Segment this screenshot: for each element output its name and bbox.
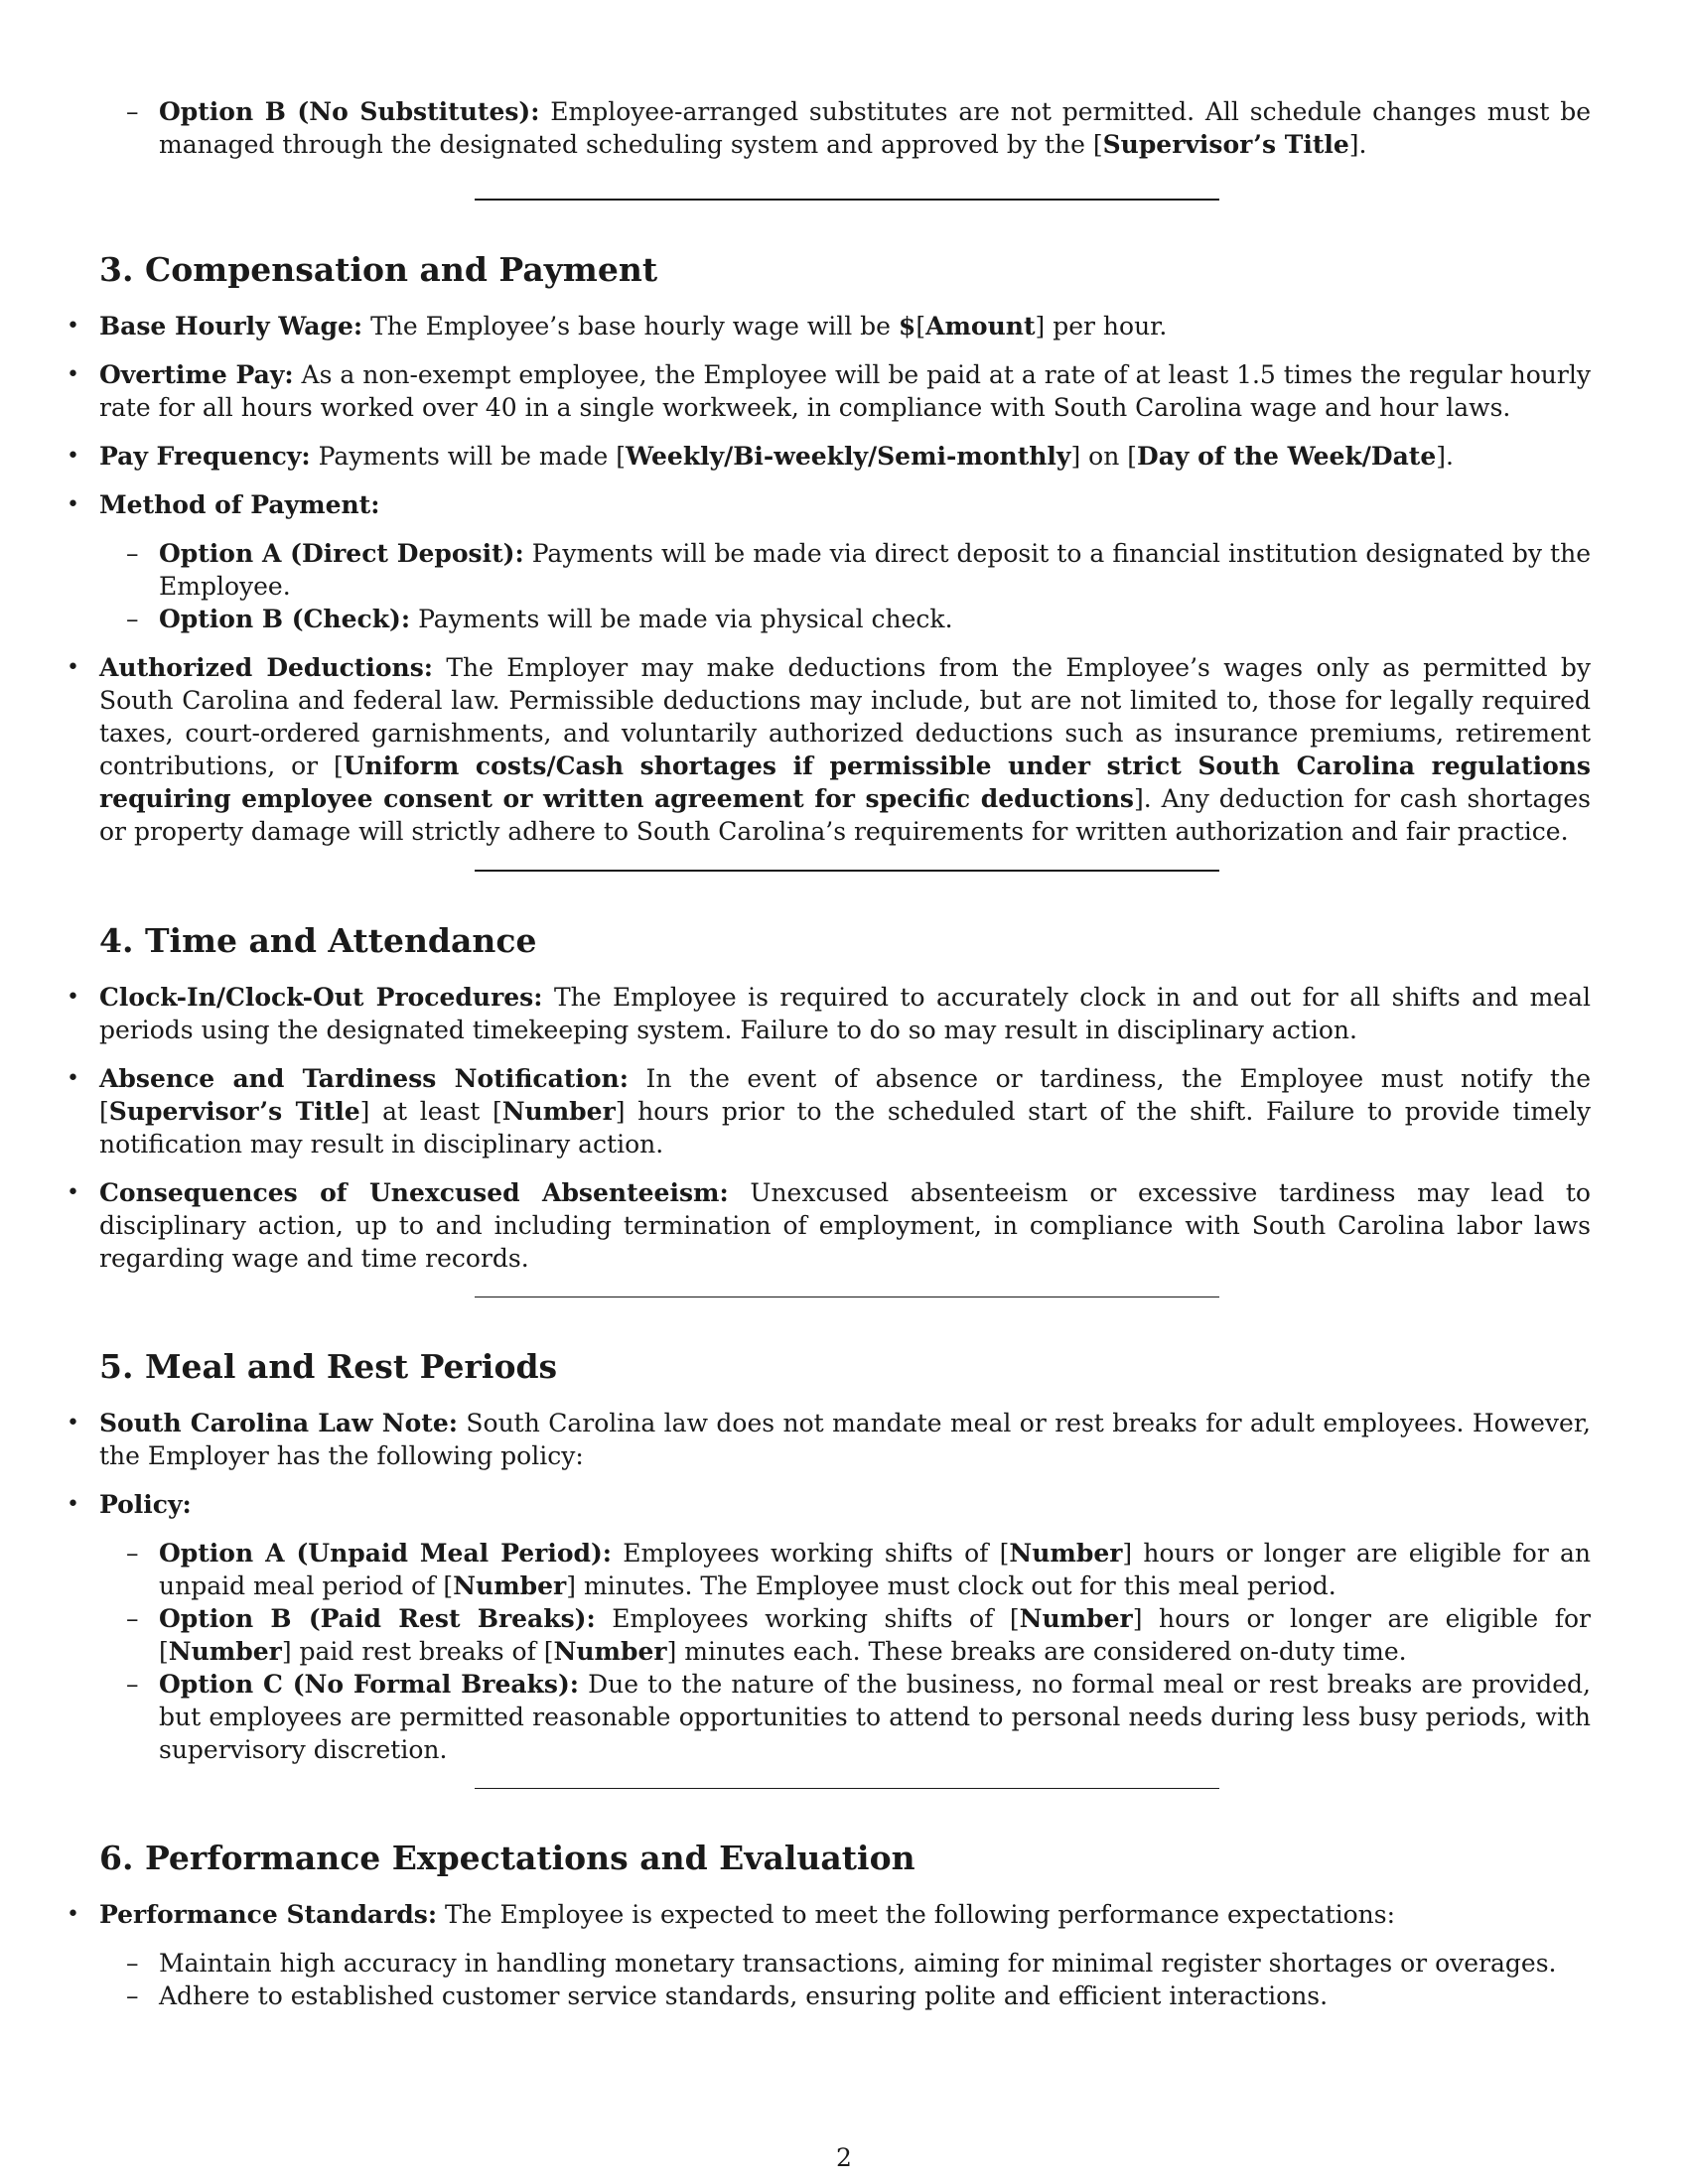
item-text: The Employee’s base hourly wage will be — [370, 312, 891, 341]
option-label: Option B (Check): — [159, 605, 411, 633]
expectation-text: Adhere to established customer service standards, ensuring polite and efficient interactions. — [159, 1981, 1329, 2010]
item-label: Performance Standards: — [99, 1900, 438, 1929]
bullet-clock-procedures — [30, 981, 1591, 1046]
item-text: The Employer may make deductions from the Employee’s wages only as permitted by South Carolina and federal law. Permissible deductions may include, but are not limited to, those for legally required taxes, court-ordered garnishments, and voluntarily authorized deductions such as insurance premiums, retirement contributions, or — [99, 653, 1591, 780]
section-number: 4. — [99, 921, 134, 960]
policy-option-a: – Option A (Unpaid Meal Period): Employees working shifts of [Number] hours or longer are eligible for an unpaid meal period of [Number] minutes. The Employee must clock out for this meal period. — [126, 1539, 1591, 1600]
option-text: minutes each. These breaks are considered on-duty time. — [684, 1637, 1407, 1666]
item-text-end: . Any deduction for cash shortages or property damage will strictly adhere to South Carolina’s requirements for written authorization and fair practice. — [99, 784, 1591, 846]
item-label: Consequences of Unexcused Absenteeism: — [99, 1178, 729, 1207]
method-option-b — [30, 603, 1591, 635]
item-label: Authorized Deductions: — [99, 653, 433, 682]
option-label: Option A (Direct Deposit): — [159, 539, 524, 568]
section-divider — [475, 199, 1219, 201]
item-text-end: per hour. — [1053, 312, 1168, 341]
item-label: Method of Payment: — [99, 490, 380, 519]
item-label: Absence and Tardiness Notification: — [99, 1064, 629, 1093]
item-text: The Employee is required to accurately clock in and out for all shifts and meal periods using the designated timekeeping system. Failure to do so may result in disciplinary action. — [99, 983, 1591, 1044]
item-label: South Carolina Law Note: — [99, 1409, 458, 1437]
placeholder: Number — [553, 1637, 667, 1666]
section-divider — [475, 870, 1219, 872]
placeholder: Weekly/Bi-weekly/Semi-monthly — [625, 442, 1071, 471]
bullet-marker: • — [67, 314, 79, 339]
option-text: paid rest breaks of — [299, 1637, 536, 1666]
bullet-unexcused-absenteeism — [30, 1176, 1591, 1275]
option-label: Option B (No Substitutes): — [159, 97, 540, 126]
section-heading-4 — [99, 921, 1591, 961]
item-text: In the event of absence or tardiness, the Employee must notify the — [645, 1064, 1591, 1093]
section-title: Meal and Rest Periods — [145, 1347, 558, 1386]
bullet-policy — [30, 1488, 1591, 1521]
method-option-a — [30, 537, 1591, 603]
option-text: Employees working shifts of — [612, 1604, 994, 1633]
option-text: Payments will be made via direct deposit to a financial institution designated by the Employee. — [159, 539, 1591, 601]
section-heading-5 — [99, 1347, 1591, 1387]
item-text: on — [1088, 442, 1120, 471]
item-text: Payments will be made — [318, 442, 609, 471]
page-number: 2 — [836, 2143, 852, 2172]
bullet-marker: • — [67, 1066, 79, 1091]
bullet-overtime — [30, 358, 1591, 424]
option-text: hours or longer are eligible for — [1158, 1604, 1591, 1633]
option-text: minutes. The Employee must clock out for this meal period. — [583, 1571, 1336, 1600]
item-label: Policy: — [99, 1490, 192, 1519]
dash-marker: – — [126, 1981, 139, 2010]
bullet-marker: • — [67, 444, 79, 469]
option-text: Payments will be made via physical check. — [418, 605, 953, 633]
method-options — [99, 537, 1591, 635]
item-label: Overtime Pay: — [99, 360, 294, 389]
placeholder: Number — [168, 1637, 282, 1666]
option-label: Option C (No Formal Breaks): — [159, 1670, 579, 1699]
dash-marker: – — [126, 539, 139, 568]
option-text: Employees working shifts of — [623, 1539, 989, 1568]
section-number: 3. — [99, 250, 134, 289]
option-label: Option A (Unpaid Meal Period): — [159, 1539, 613, 1568]
item-label: Pay Frequency: — [99, 442, 311, 471]
dash-marker: – — [126, 1604, 139, 1633]
section-heading-6 — [99, 1839, 1591, 1878]
section-number: 6. — [99, 1839, 134, 1877]
item-label: Base Hourly Wage: — [99, 312, 363, 341]
bullet-marker: • — [67, 492, 79, 517]
bullet-marker: • — [67, 655, 79, 680]
bullet-marker: • — [67, 985, 79, 1010]
placeholder: Day of the Week/Date — [1137, 442, 1437, 471]
dash-marker: – — [126, 1539, 139, 1568]
expectation-item — [30, 1979, 1591, 2012]
dash-marker: – — [126, 97, 139, 126]
section-number: 5. — [99, 1347, 134, 1386]
option-text: hours or longer are eligible for an unpaid meal period of — [159, 1539, 1591, 1600]
bullet-marker: • — [67, 362, 79, 387]
dash-marker: – — [126, 605, 139, 633]
item-label: Clock-In/Clock-Out Procedures: — [99, 983, 543, 1012]
item-text: Unexcused absenteeism or excessive tardiness may lead to disciplinary action, up to and including termination of employment, in compliance with South Carolina labor laws regarding wage and time records. — [99, 1178, 1591, 1273]
bullet-marker: • — [67, 1902, 79, 1927]
section-divider — [475, 1788, 1219, 1789]
expectation-text: Maintain high accuracy in handling monetary transactions, aiming for minimal register shortages or overages. — [159, 1949, 1557, 1978]
policy-option-b: – Option B (Paid Rest Breaks): Employees working shifts of [Number] hours or longer are eligible for [Number] paid rest breaks of [Number] minutes each. These breaks are considered on-duty time. — [126, 1604, 1591, 1666]
placeholder: Amount — [925, 312, 1036, 341]
dash-marker: – — [126, 1670, 139, 1699]
section-title: Time and Attendance — [145, 921, 537, 960]
option-text: Due to the nature of the business, no formal meal or rest breaks are provided, but employees are permitted reasonable opportunities to attend to personal needs during less busy periods, with supervisory discretion. — [159, 1670, 1591, 1764]
bullet-authorized-deductions: • Authorized Deductions: The Employer may make deductions from the Employee’s wages only as permitted by South Carolina and federal law. Permissible deductions may include, but are not limited to, those for legally required taxes, court-ordered garnishments, and voluntarily authorized deductions such as insurance premiums, retirement contributions, or [Uniform costs/Cash shortages if permissible under strict South Carolina regulations requiring employee consent or written agreement for specific deductions]. Any deduction for cash shortages or property damage will strictly adhere to South Carolina’s requirements for written authorization and fair practice. — [67, 653, 1592, 846]
dash-marker: – — [126, 1949, 139, 1978]
bullet-performance-standards — [30, 1898, 1591, 1931]
bullet-marker: • — [67, 1411, 79, 1435]
item-text: The Employee is expected to meet the following performance expectations: — [445, 1900, 1396, 1929]
bullet-method-of-payment — [30, 488, 1591, 521]
placeholder: Number — [1009, 1539, 1123, 1568]
item-text: hours prior to the scheduled start of the shift. Failure to provide timely notification may result in disciplinary action. — [99, 1097, 1592, 1159]
section-title: Compensation and Payment — [145, 250, 658, 289]
placeholder: Uniform costs/Cash shortages if permissible under strict South Carolina regulations requiring employee consent or written agreement for specific deductions — [99, 751, 1592, 813]
section-heading-3 — [99, 250, 1591, 290]
item-text: at least — [382, 1097, 481, 1126]
bullet-pay-frequency: • Pay Frequency: Payments will be made [Weekly/Bi-weekly/Semi-monthly] on [Day of the Week/Date]. — [67, 442, 1454, 471]
option-label: Option B (Paid Rest Breaks): — [159, 1604, 596, 1633]
policy-options — [99, 1537, 1591, 1766]
bullet-marker: • — [67, 1492, 79, 1517]
policy-option-c — [30, 1668, 1591, 1766]
option-text: Employee-arranged substitutes are not permitted. All schedule changes must be managed through the designated scheduling system and approved by the — [159, 97, 1592, 159]
placeholder: Number — [1019, 1604, 1133, 1633]
item-text: South Carolina law does not mandate meal or rest breaks for adult employees. However, the Employer has the following policy: — [99, 1409, 1591, 1470]
bullet-absence-notification: • Absence and Tardiness Notification: In the event of absence or tardiness, the Employee must notify the [Supervisor’s Title] at least [Number] hours prior to the scheduled start of the shift. Failure to provide timely notification may result in disciplinary action. — [67, 1064, 1592, 1159]
placeholder: Supervisor’s Title — [1102, 130, 1349, 159]
bullet-marker: • — [67, 1180, 79, 1205]
section-title: Performance Expectations and Evaluation — [145, 1839, 915, 1877]
expectation-item — [30, 1947, 1591, 1979]
page-content — [67, 95, 1592, 2028]
item-text: As a non-exempt employee, the Employee will be paid at a rate of at least 1.5 times the regular hourly rate for all hours worked over 40 in a single workweek, in compliance with South Carolina wage and hour laws. — [99, 360, 1591, 422]
placeholder: Number — [453, 1571, 567, 1600]
bullet-sc-law-note — [30, 1407, 1591, 1472]
punctuation: . — [1358, 130, 1367, 159]
option-b-no-substitutes: – Option B (No Substitutes): Employee-arranged substitutes are not permitted. All schedule changes must be managed through the designated scheduling system and approved by the [Supervisor’s Title]. — [126, 97, 1592, 159]
performance-expectations — [99, 1947, 1591, 2012]
placeholder: Number — [501, 1097, 616, 1126]
placeholder: Supervisor’s Title — [108, 1097, 360, 1126]
bullet-base-wage: • Base Hourly Wage: The Employee’s base hourly wage will be $[Amount] per hour. — [67, 312, 1168, 341]
